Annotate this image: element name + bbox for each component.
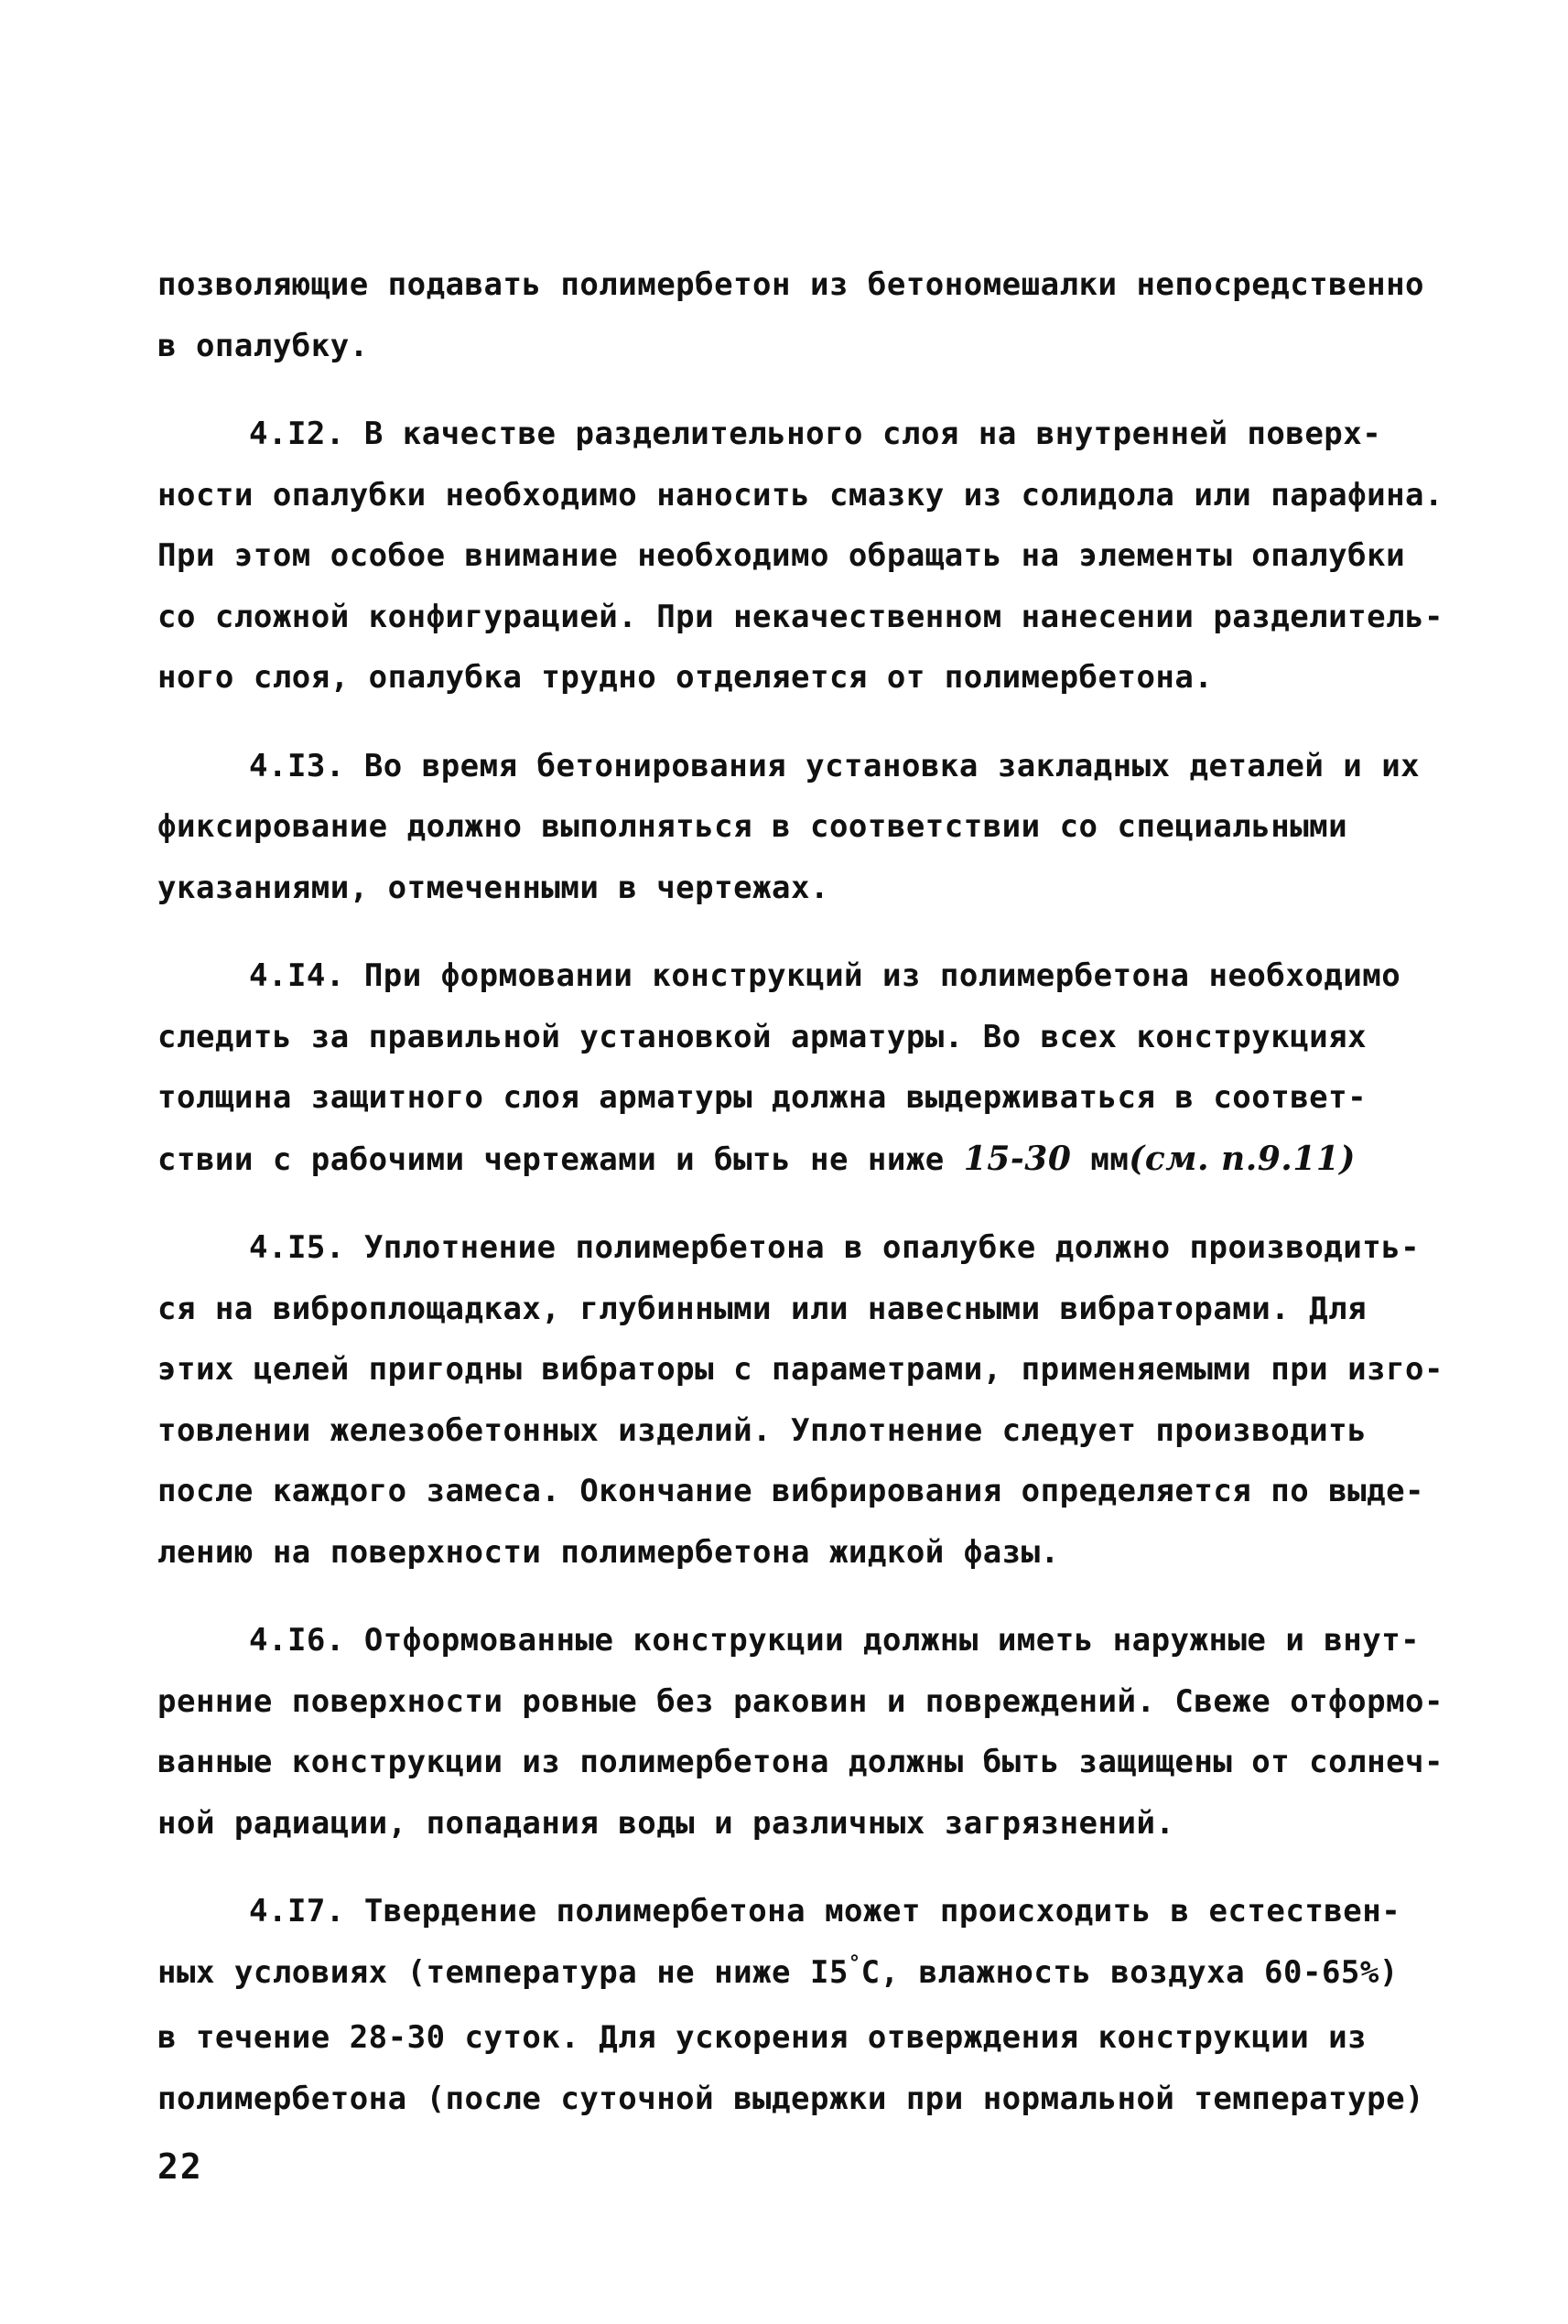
text-line: после каждого замеса. Окончание вибрирования определяется по выде- [157,1473,1425,1509]
text-line: ного слоя, опалубка трудно отделяется от полимербетона. [157,659,1214,696]
text-fragment: С, влажность воздуха 60-65%) [860,1953,1399,1991]
paragraph-continuation [157,254,1425,376]
text-line: 4.I6. Отформованные конструкции должны иметь наружные и внут- [249,1622,1421,1659]
paragraph-4-12 [157,404,1444,708]
text-line: ности опалубки необходимо наносить смазку из солидола или парафина. [157,476,1444,513]
text-line: указаниями, отмеченными в чертежах. [157,869,829,906]
text-line: этих целей пригодны вибраторы с параметрами, применяемыми при изго- [157,1351,1444,1388]
text-line: фиксирование должно выполняться в соответствии со специальными [157,808,1348,845]
text-line: 4.I5. Уплотнение полимербетона в опалубке должно производить- [249,1229,1421,1266]
text-line: ся на виброплощадках, глубинными или навесными вибраторами. Для [157,1290,1368,1327]
text-line: полимербетона (после суточной выдержки при нормальной температуре) [157,2080,1425,2117]
text-line: толщина защитного слоя арматуры должна выдерживаться в соответ- [157,1079,1368,1116]
text-fragment: ных условиях (температура не ниже I5 [157,1953,849,1991]
paragraph-4-15 [157,1217,1444,1583]
text-line: в опалубку. [157,327,369,364]
handwritten-amount: 15-30 [963,1139,1072,1178]
page-number: 22 [157,2146,203,2187]
text-line: в течение 28-30 суток. Для ускорения отверждения конструкции из [157,2019,1368,2056]
text-line: со сложной конфигурацией. При некачественном нанесении разделитель- [157,598,1444,635]
degree-superscript: ° [848,1951,861,1975]
paragraph-4-17 [157,1881,1425,2129]
text-line: лению на поверхности полимербетона жидкой фазы. [157,1533,1060,1571]
text-fragment: ствии с рабочими чертежами и быть не ниже [157,1140,964,1178]
paragraph-4-14 [157,946,1421,1190]
text-line: следить за правильной установкой арматуры. Во всех конструкциях [157,1018,1368,1055]
text-line: 4.I7. Твердение полимербетона может происходить в естествен- [249,1893,1401,1929]
paragraph-4-13 [157,736,1421,919]
text-line: позволяющие подавать полимербетон из бетономешалки непосредственно [157,266,1425,303]
text-line: товлении железобетонных изделий. Уплотнение следует производить [157,1411,1368,1449]
text-block [157,254,1444,2129]
text-line: При этом особое внимание необходимо обращать на элементы опалубки [157,537,1406,574]
text-line: 4.I3. Во время бетонирования установка закладных деталей и их [249,747,1421,784]
text-line-with-handwriting [157,1129,1421,1191]
paragraph-4-16 [157,1610,1444,1854]
text-line: 4.I2. В качестве разделительного слоя на внутренней поверх- [249,416,1382,452]
handwritten-reference: (см. п.9.11) [1129,1139,1356,1178]
text-line: ной радиации, попадания воды и различных загрязнений. [157,1804,1175,1842]
text-line: ренние поверхности ровные без раковин и повреждений. Свеже отформо- [157,1682,1444,1720]
text-line: ванные конструкции из полимербетона должны быть защищены от солнеч- [157,1744,1444,1780]
text-line: 4.I4. При формовании конструкций из полимербетона необходимо [249,957,1401,994]
text-line-with-superscript [157,1942,1421,2008]
unit-label: мм [1071,1140,1130,1178]
